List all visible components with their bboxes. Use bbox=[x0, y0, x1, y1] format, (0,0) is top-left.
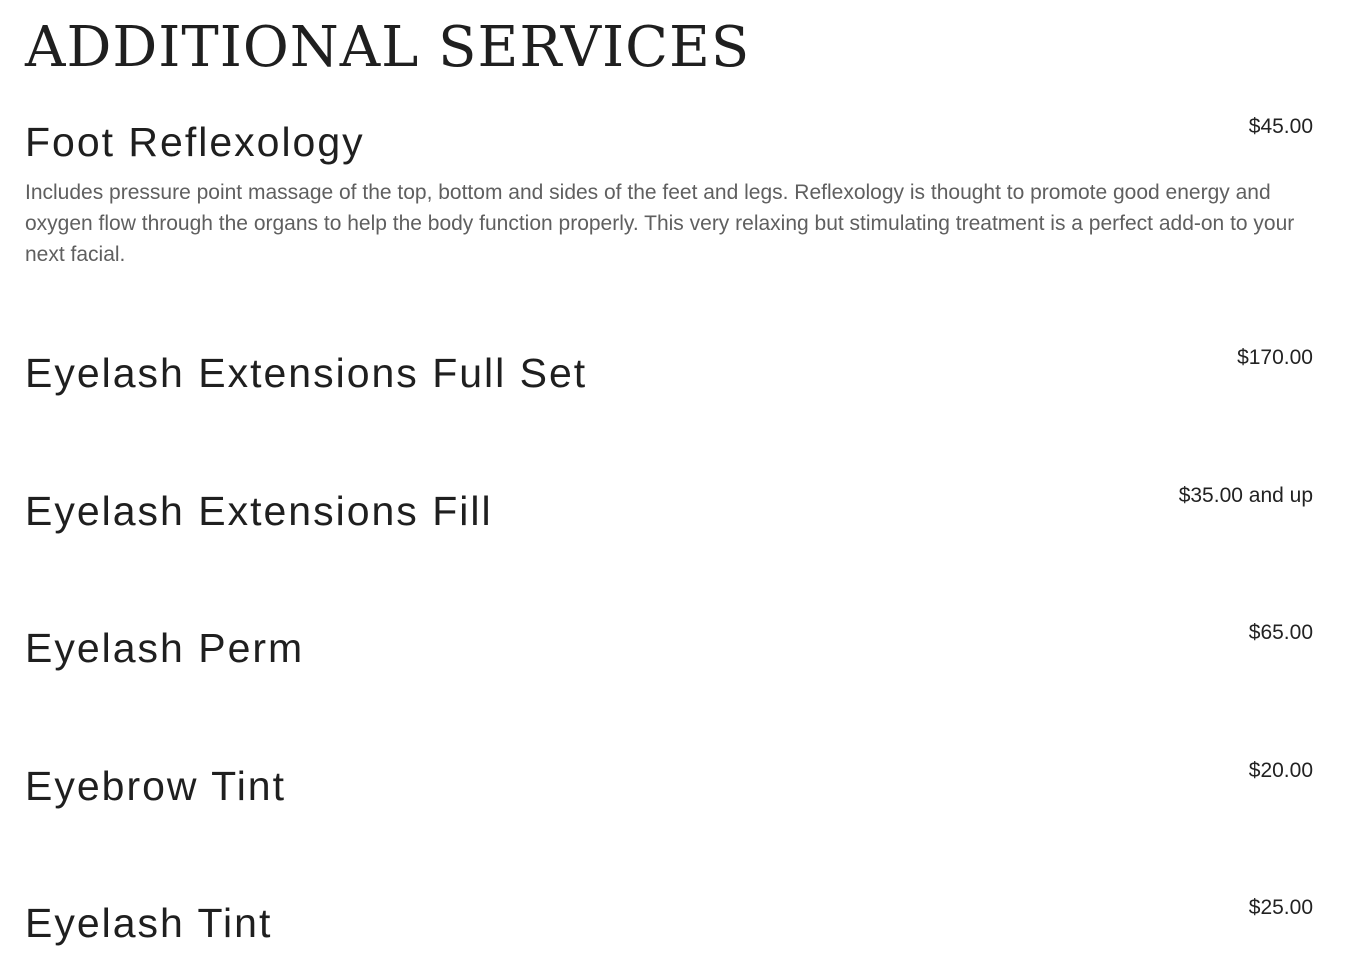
service-name: Eyelash Extensions Fill bbox=[25, 488, 493, 534]
service-price: $65.00 bbox=[1248, 621, 1313, 644]
service-name: Eyelash Perm bbox=[25, 625, 305, 671]
service-name: Eyelash Tint bbox=[25, 900, 273, 946]
service-price: $25.00 bbox=[1248, 896, 1313, 919]
service-name: Eyebrow Tint bbox=[25, 763, 286, 809]
service-price: $20.00 bbox=[1248, 759, 1313, 782]
service-price: $170.00 bbox=[1237, 346, 1313, 369]
section-title: ADDITIONAL SERVICES bbox=[25, 15, 751, 80]
service-description: Includes pressure point massage of the top, bottom and sides of the feet and legs. Reflexology is thought to promote good energy and oxygen flow through the organs to help the body function properly. This very relaxing but stimulating treatment is a perfect add-on to your next facial. bbox=[25, 181, 1295, 266]
service-name: Eyelash Extensions Full Set bbox=[25, 350, 588, 396]
service-price: $35.00 and up bbox=[1178, 484, 1313, 507]
service-price: $45.00 bbox=[1248, 115, 1313, 138]
service-name: Foot Reflexology bbox=[25, 119, 365, 165]
